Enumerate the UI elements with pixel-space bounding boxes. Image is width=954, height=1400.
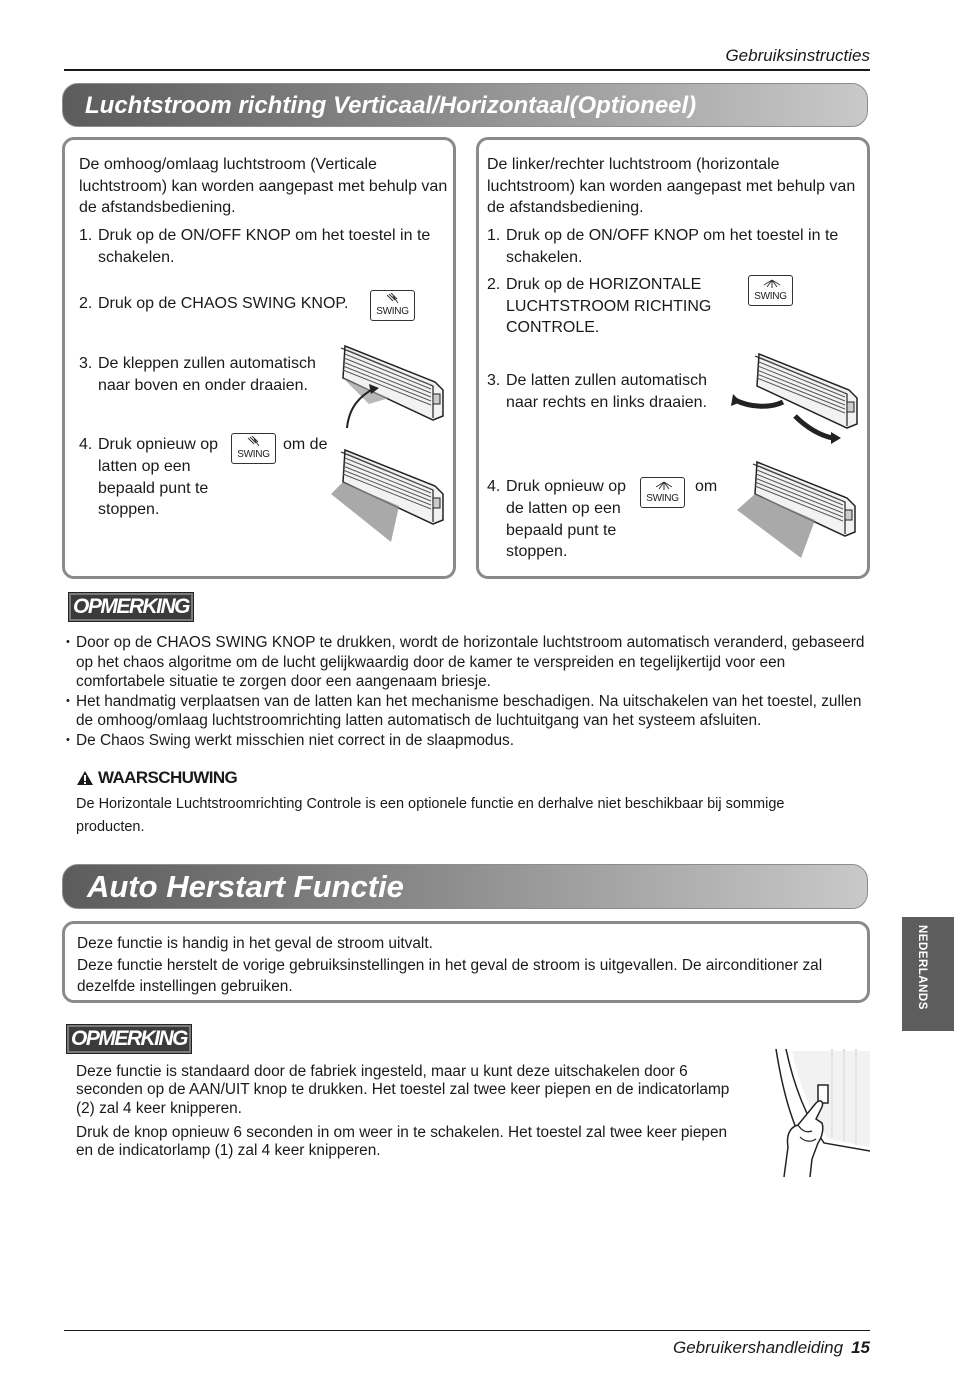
warning-heading [76,768,237,788]
hand-pressing-button-icon [772,1047,870,1179]
step-text: Druk op de ON/OFF KNOP om het toestel in te schakelen. [506,227,839,266]
step-text: Druk op de ON/OFF KNOP om het toestel in te schakelen. [98,227,431,266]
warning-title: WAARSCHUWING [98,768,238,787]
auto-restart-line-1: Deze functie is handig in het geval de stroom uitvalt. [77,935,433,952]
note-item: • De Chaos Swing werkt misschien niet correct in de slaapmodus. [66,731,866,751]
horizontal-step-4-end: de latten op een bepaald punt te stoppen. [506,500,621,560]
horizontal-step-3 [487,370,737,413]
note-item: • Het handmatig verplaatsen van de latten kan het mechanisme beschadigen. Na uitschakelen van het toestel, zullen de omhoog/omlaag luchtstroomrichting latten automatisch de luchtuitgang van het systeem afsluiten. [66,692,866,731]
warning-triangle-icon [76,770,94,786]
step-text: Druk opnieuw op [506,478,627,495]
ac-unit-horizontal-swing-icon [731,350,865,450]
page-number: 15 [851,1338,870,1357]
auto-restart-box [62,921,870,1003]
language-tab [902,917,954,1031]
section-title-auto-restart: Auto Herstart Functie [62,864,868,909]
step-number: 3. [79,355,93,372]
note-badge-2: OPMERKING [66,1024,192,1054]
vertical-step-3 [79,353,339,396]
vertical-step-4-end: latten op een bepaald punt te stoppen. [98,458,209,518]
step-number: 2. [79,295,93,312]
ac-unit-vertical-swing-icon [329,338,451,430]
chaos-swing-icon [245,436,265,450]
step-number: 1. [79,227,93,244]
header-rule [64,69,870,71]
note-badge: OPMERKING [68,592,194,622]
note-item: • Door op de CHAOS SWING KNOP te drukken, wordt de horizontale luchtstroom automatisch veranderd, gebaseerd op het chaos algoritme om de lucht gelijkwaardig door de kamer te verspreiden en tegelijkertijd voor een comfortabele situatie te zorgen door een aangenaam briesje. [66,633,866,692]
horizontal-intro: De linker/rechter luchtstroom (horizontale luchtstroom) kan worden aangepast met behulp van de afstandsbediening. [487,156,856,216]
horizontal-swing-button-stop[interactable] [640,477,685,508]
vertical-step-4-cont: om de [283,436,328,453]
step-number: 2. [487,276,501,293]
step-text: Druk op de CHAOS SWING KNOP. [98,295,349,312]
step-text: Druk op de HORIZONTALE LUCHTSTROOM RICHTING CONTROLE. [506,276,712,336]
chaos-swing-icon [384,293,404,307]
vertical-step-2 [79,293,379,315]
horizontal-step-4 [487,476,647,498]
note-list [66,633,866,750]
chaos-swing-button[interactable] [370,290,415,321]
horizontal-swing-button[interactable] [748,275,793,306]
ac-unit-vertical-stopped-icon [329,446,451,548]
vertical-step-1 [79,225,459,268]
horizontal-step-1 [487,225,867,268]
header-title: Gebruiksinstructies [725,46,870,65]
step-text: Druk opnieuw op [98,436,219,453]
auto-note-paragraph-2: Druk de knop opnieuw 6 seconden in om weer in te schakelen. Het toestel zal twee keer piepen en de indicatorlamp (1) zal 4 keer knipperen. [76,1123,728,1160]
step-text: De latten zullen automatisch naar rechts en links draaien. [506,372,707,411]
horizontal-swing-icon [654,480,674,494]
auto-restart-line-2: Deze functie herstelt de vorige gebruiksinstellingen in het geval de stroom is uitgevallen. De airconditioner zal dezelfde instellingen gebruiken. [77,956,823,995]
step-number: 1. [487,227,501,244]
horizontal-airflow-panel [476,137,870,579]
step-number: 4. [79,436,93,453]
language-tab-label: NEDERLANDS [916,925,928,1010]
vertical-step-4 [79,434,239,456]
swing-label: SWING [237,449,270,460]
swing-label: SWING [646,493,679,504]
ac-unit-horizontal-stopped-icon [735,458,865,562]
auto-restart-notes [76,1063,736,1166]
footer-title: Gebruikershandleiding [672,1338,844,1357]
vertical-intro: De omhoog/omlaag luchtstroom (Verticale luchtstroom) kan worden aangepast met behulp van de afstandsbediening. [79,156,448,216]
swing-label: SWING [376,306,409,317]
horizontal-step-4-cont: om [695,478,718,495]
step-number: 4. [487,478,501,495]
step-number: 3. [487,372,501,389]
vertical-airflow-panel [62,137,456,579]
step-text: De kleppen zullen automatisch naar boven en onder draaien. [98,355,316,394]
section-title-airflow: Luchtstroom richting Verticaal/Horizontaal(Optioneel) [62,83,868,127]
footer-text [673,1338,870,1358]
footer-rule [64,1330,870,1331]
auto-note-paragraph-1: Deze functie is standaard door de fabriek ingesteld, maar u kunt deze uitschakelen door 6 seconden op de AAN/UIT knop te drukken. Het toestel zal twee keer piepen en de indicatorlamp (2) zal 4 keer knipperen. [76,1063,730,1117]
swing-label: SWING [754,291,787,302]
horizontal-step-2 [487,274,737,339]
warning-text: De Horizontale Luchtstroomrichting Controle is een optionele functie en derhalve niet beschikbaar bij sommige producten. [76,796,785,835]
horizontal-swing-icon [762,278,782,292]
